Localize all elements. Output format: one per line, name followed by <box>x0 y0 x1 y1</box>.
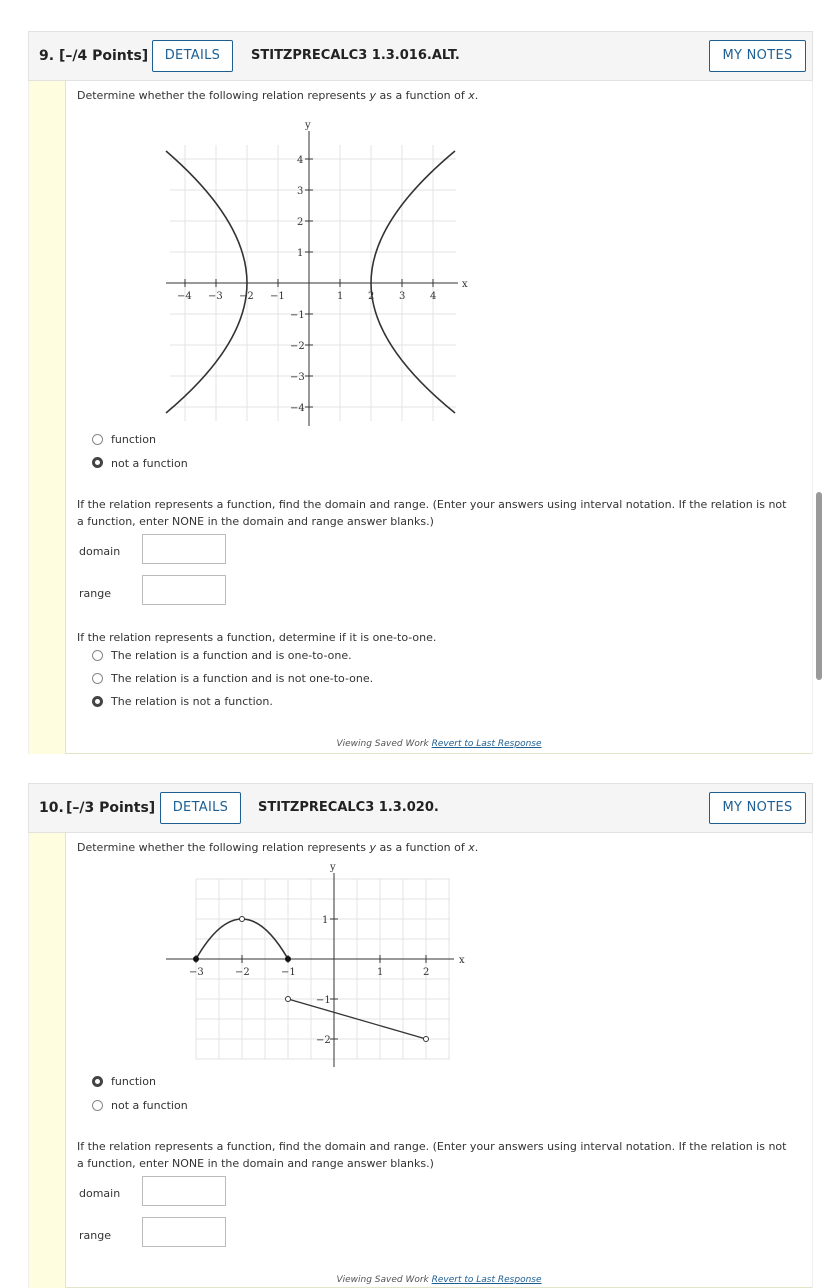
x-tick-label: 2 <box>368 291 375 302</box>
radio-not-one-to-one[interactable] <box>92 673 103 684</box>
radio-function[interactable] <box>92 1076 103 1087</box>
question-code: STITZPRECALC3 1.3.020. <box>258 800 439 815</box>
question-points: [–/3 Points] <box>66 800 156 816</box>
y-tick-label: 4 <box>297 155 304 166</box>
radio-function-label: function <box>111 433 156 446</box>
y-tick-label: −3 <box>290 372 305 383</box>
x-tick-label: 4 <box>430 291 437 302</box>
question-9-body <box>28 81 813 754</box>
domain-instructions-line-1: If the relation represents a function, find the domain and range. (Enter your answers using interval notation. If the relation is not <box>77 498 787 511</box>
radio-not-a-function-label: The relation is not a function. <box>111 695 273 708</box>
range-label: range <box>79 587 111 600</box>
radio-not-function-label: not a function <box>111 1099 188 1112</box>
saved-work-footer: Viewing Saved Work Revert to Last Response <box>336 739 542 749</box>
y-tick-label: −4 <box>290 403 305 414</box>
domain-instructions-line-2: a function, enter NONE in the domain and range answer blanks.) <box>77 515 434 528</box>
x-tick-label: −1 <box>270 291 285 302</box>
x-tick-label: −3 <box>208 291 223 302</box>
my-notes-button[interactable]: MY NOTES <box>709 40 806 72</box>
y-tick-label: 3 <box>297 186 304 197</box>
y-tick-label: −2 <box>290 341 305 352</box>
question-code: STITZPRECALC3 1.3.016.ALT. <box>251 48 460 63</box>
question-prompt: Determine whether the following relation represents y as a function of x. <box>77 841 479 854</box>
x-tick-label: 2 <box>423 967 430 978</box>
question-number: 9. <box>39 48 55 64</box>
x-tick-label: −2 <box>235 967 250 978</box>
hyperbola-graph <box>66 81 815 441</box>
open-point <box>240 917 245 922</box>
radio-one-to-one-label: The relation is a function and is one-to-one. <box>111 649 352 662</box>
question-10-content <box>65 833 812 1288</box>
piecewise-graph <box>66 833 815 1073</box>
x-tick-label: 1 <box>377 967 384 978</box>
revert-link[interactable]: Revert to Last Response <box>431 1275 542 1285</box>
x-axis-label: x <box>459 955 465 966</box>
page-scrollbar[interactable] <box>816 492 822 680</box>
y-tick-label: −2 <box>316 1035 331 1046</box>
closed-point <box>285 956 291 962</box>
domain-instructions-line-2: a function, enter NONE in the domain and range answer blanks.) <box>77 1157 434 1170</box>
y-tick-label: −1 <box>316 995 331 1006</box>
open-point <box>286 997 291 1002</box>
x-tick-label: −3 <box>189 967 204 978</box>
y-axis-label: y <box>305 120 311 131</box>
question-number: 10. <box>39 800 64 816</box>
details-button[interactable]: DETAILS <box>160 792 241 824</box>
revert-link[interactable]: Revert to Last Response <box>431 739 542 749</box>
domain-instructions-line-1: If the relation represents a function, find the domain and range. (Enter your answers using interval notation. If the relation is not <box>77 1140 787 1153</box>
question-10-body <box>28 833 813 1288</box>
x-axis-label: x <box>462 279 468 290</box>
domain-input[interactable] <box>142 534 226 564</box>
details-button[interactable]: DETAILS <box>152 40 233 72</box>
x-tick-label: −1 <box>281 967 296 978</box>
x-tick-label: −4 <box>177 291 192 302</box>
x-tick-label: 1 <box>337 291 344 302</box>
y-tick-label: 2 <box>297 217 304 228</box>
closed-point <box>193 956 199 962</box>
x-tick-label: −2 <box>239 291 254 302</box>
domain-input[interactable] <box>142 1176 226 1206</box>
question-9-header <box>28 31 813 81</box>
range-input[interactable] <box>142 1217 226 1247</box>
radio-function[interactable] <box>92 434 103 445</box>
domain-label: domain <box>79 1187 121 1200</box>
radio-not-function-label: not a function <box>111 457 188 470</box>
question-9-content <box>65 81 812 754</box>
radio-not-a-function[interactable] <box>92 696 103 707</box>
range-label: range <box>79 1229 111 1242</box>
question-prompt: Determine whether the following relation represents y as a function of x. <box>77 89 479 102</box>
one-to-one-instructions: If the relation represents a function, determine if it is one-to-one. <box>77 631 437 644</box>
domain-label: domain <box>79 545 121 558</box>
x-tick-label: 3 <box>399 291 406 302</box>
my-notes-button[interactable]: MY NOTES <box>709 792 806 824</box>
y-tick-label: 1 <box>297 248 304 259</box>
radio-not-function[interactable] <box>92 1100 103 1111</box>
y-axis-label: y <box>330 862 336 873</box>
radio-function-label: function <box>111 1075 156 1088</box>
y-tick-label: 1 <box>322 915 329 926</box>
y-tick-label: −1 <box>290 310 305 321</box>
question-points: [–/4 Points] <box>59 48 149 64</box>
range-input[interactable] <box>142 575 226 605</box>
radio-not-one-to-one-label: The relation is a function and is not one-to-one. <box>111 672 374 685</box>
saved-work-footer: Viewing Saved Work Revert to Last Response <box>336 1275 542 1285</box>
question-10-header <box>28 783 813 833</box>
open-point <box>424 1037 429 1042</box>
radio-one-to-one[interactable] <box>92 650 103 661</box>
radio-not-function[interactable] <box>92 457 103 468</box>
